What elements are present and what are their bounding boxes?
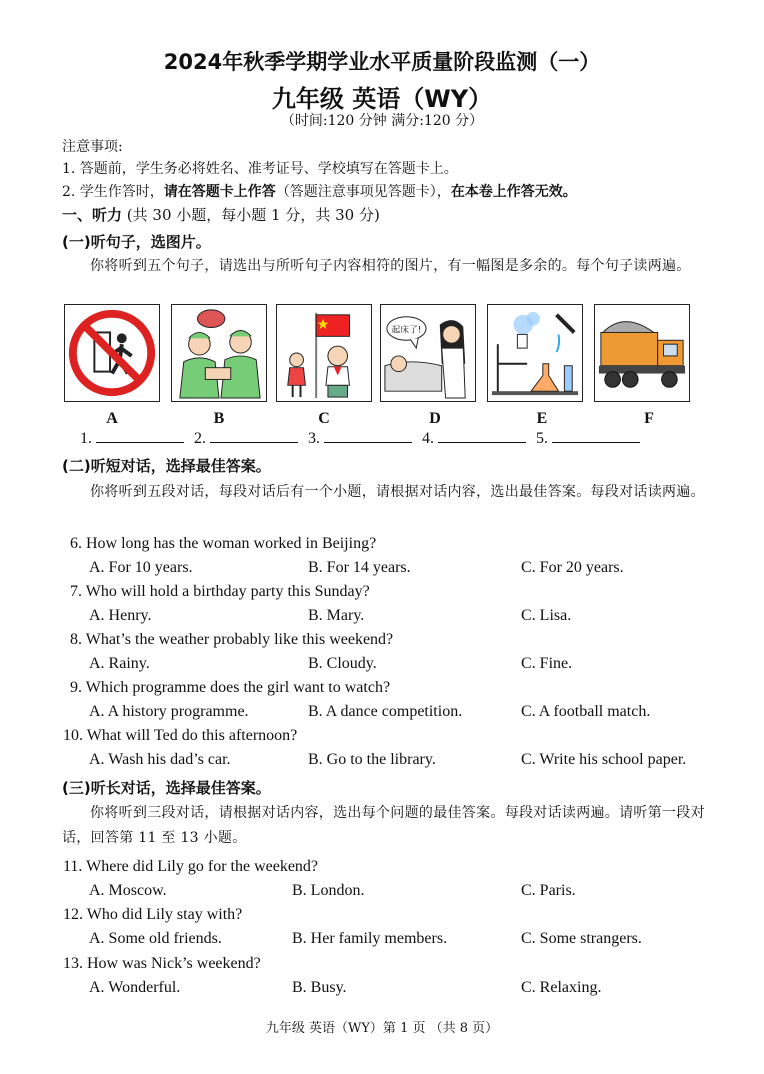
question-10: 10. What will Ted do this afternoon? xyxy=(63,727,298,744)
section-2-instruction: 你将听到五段对话，每段对话后有一个小题，请根据对话内容，选出最佳答案。每段对话读两遍。 xyxy=(90,484,705,500)
exam-subtitle: 九年级 英语（WY） xyxy=(271,85,493,113)
picture-label-f: F xyxy=(644,410,654,427)
option-13a[interactable]: A. Wonderful. xyxy=(89,979,181,996)
notes-item-2-bold-a: 请在答题卡上作答 xyxy=(163,184,276,200)
picture-label-b: B xyxy=(213,410,225,427)
option-13c[interactable]: C. Relaxing. xyxy=(521,979,602,996)
option-8a[interactable]: A. Rainy. xyxy=(89,655,150,672)
notes-item-2 xyxy=(62,181,577,201)
section-1-heading: (一)听句子，选图片。 xyxy=(62,233,211,251)
answer-blank-number: 1. xyxy=(80,430,92,447)
question-12: 12. Who did Lily stay with? xyxy=(63,906,243,923)
no-entry-sign-icon xyxy=(65,305,159,401)
answer-line[interactable] xyxy=(324,428,412,443)
part-1-scoring: (共 30 小题，每小题 1 分，共 30 分) xyxy=(122,206,380,224)
option-12b[interactable]: B. Her family members. xyxy=(292,930,448,947)
picture-a-no-entry xyxy=(64,304,160,402)
time-info: （时间:120 分钟 满分:120 分） xyxy=(280,113,484,129)
option-10b[interactable]: B. Go to the library. xyxy=(308,751,436,768)
notes-item-1: 1. 答题前，学生务必将姓名、准考证号、学校填写在答题卡上。 xyxy=(62,161,458,177)
notes-item-2-bold-b: 在本卷上作答无效。 xyxy=(450,184,577,200)
answer-blank-1[interactable] xyxy=(80,428,184,448)
section-2-heading: (二)听短对话，选择最佳答案。 xyxy=(62,457,271,475)
answer-line[interactable] xyxy=(438,428,526,443)
option-11b[interactable]: B. London. xyxy=(292,882,365,899)
answer-line[interactable] xyxy=(210,428,298,443)
dump-truck-icon xyxy=(595,305,689,401)
speech-bubble-text: 起床了! xyxy=(391,325,422,336)
question-9: 9. Which programme does the girl want to watch? xyxy=(70,679,391,696)
picture-e-lab xyxy=(487,304,583,402)
option-11a[interactable]: A. Moscow. xyxy=(89,882,167,899)
option-13b[interactable]: B. Busy. xyxy=(292,979,347,996)
answer-blank-number: 4. xyxy=(422,430,434,447)
answer-blank-2[interactable] xyxy=(194,428,298,448)
question-8: 8. What’s the weather probably like this weekend? xyxy=(70,631,394,648)
picture-label-a: A xyxy=(106,410,118,427)
question-6: 6. How long has the woman worked in Beijing? xyxy=(70,535,377,552)
doctors-surgery-icon xyxy=(172,305,266,401)
answer-blank-4[interactable] xyxy=(422,428,526,448)
part-1-label: 一、听力 xyxy=(62,206,123,224)
girl-wakes-boy-icon xyxy=(381,305,475,401)
option-6a[interactable]: A. For 10 years. xyxy=(89,559,193,576)
picture-c-flag xyxy=(276,304,372,402)
notes-heading: 注意事项: xyxy=(62,139,123,155)
question-13: 13. How was Nick’s weekend? xyxy=(63,955,261,972)
section-3-instruction: 你将听到三段对话，请根据对话内容，选出每个问题的最佳答案。每段对话读两遍。请听第一段对话，回答第 11 至 13 小题。 xyxy=(62,805,705,846)
picture-label-e: E xyxy=(536,410,548,427)
section-1-instruction: 你将听到五个句子，请选出与所听句子内容相符的图片，有一幅图是多余的。每个句子读两遍。 xyxy=(90,258,691,274)
option-12a[interactable]: A. Some old friends. xyxy=(89,930,222,947)
option-7a[interactable]: A. Henry. xyxy=(89,607,152,624)
answer-blank-number: 3. xyxy=(308,430,320,447)
exam-title: 2024年秋季学期学业水平质量阶段监测（一） xyxy=(163,50,601,74)
option-8b[interactable]: B. Cloudy. xyxy=(308,655,377,672)
option-9a[interactable]: A. A history programme. xyxy=(89,703,249,720)
part-1-heading xyxy=(62,204,380,225)
picture-f-truck xyxy=(594,304,690,402)
option-12c[interactable]: C. Some strangers. xyxy=(521,930,642,947)
option-10c[interactable]: C. Write his school paper. xyxy=(521,751,687,768)
option-7b[interactable]: B. Mary. xyxy=(308,607,365,624)
option-11c[interactable]: C. Paris. xyxy=(521,882,576,899)
option-6c[interactable]: C. For 20 years. xyxy=(521,559,624,576)
question-11: 11. Where did Lily go for the weekend? xyxy=(63,858,319,875)
flag-raising-icon xyxy=(277,305,371,401)
answer-blank-5[interactable] xyxy=(536,428,640,448)
notes-item-2-part-a: 2. 学生作答时， xyxy=(62,184,164,200)
picture-label-d: D xyxy=(429,410,441,427)
answer-line[interactable] xyxy=(552,428,640,443)
option-7c[interactable]: C. Lisa. xyxy=(521,607,572,624)
section-3-heading: (三)听长对话，选择最佳答案。 xyxy=(62,779,271,797)
question-7: 7. Who will hold a birthday party this Sunday? xyxy=(70,583,370,600)
chemistry-lab-icon xyxy=(488,305,582,401)
picture-b-doctors xyxy=(171,304,267,402)
picture-d-wake-up xyxy=(380,304,476,402)
answer-blank-number: 5. xyxy=(536,430,548,447)
picture-label-c: C xyxy=(318,410,330,427)
option-9c[interactable]: C. A football match. xyxy=(521,703,651,720)
page-footer: 九年级 英语（WY）第 1 页 （共 8 页） xyxy=(265,1021,499,1036)
answer-blank-3[interactable] xyxy=(308,428,412,448)
answer-blank-number: 2. xyxy=(194,430,206,447)
option-9b[interactable]: B. A dance competition. xyxy=(308,703,463,720)
option-8c[interactable]: C. Fine. xyxy=(521,655,573,672)
option-10a[interactable]: A. Wash his dad’s car. xyxy=(89,751,231,768)
option-6b[interactable]: B. For 14 years. xyxy=(308,559,411,576)
notes-item-2-part-c: （答题注意事项见答题卡）， xyxy=(275,184,451,200)
answer-line[interactable] xyxy=(96,428,184,443)
